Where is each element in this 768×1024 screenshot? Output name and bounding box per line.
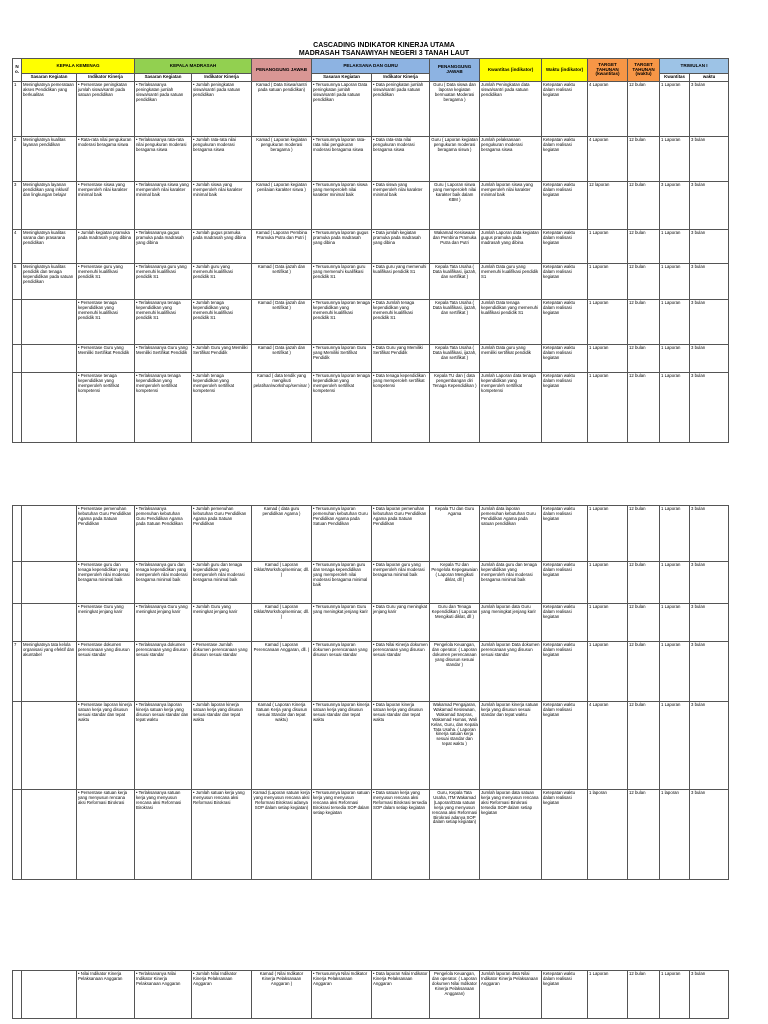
col-kepala-madrasah: KEPALA MADRASAH <box>135 59 252 74</box>
cell-wk: Ketepatan waktu dalam realisasi kegiatan <box>542 264 588 300</box>
cell-kw: Jumlah Laporan data kegiatan gugus pramuka pada madrasah yang dibina <box>480 230 542 264</box>
cell-q1: 1 Laporan <box>660 642 690 702</box>
cell-pj2: Guru ( Data siswa dan laporan kegiatan bermuatan Moderasi beragama ) <box>430 82 480 137</box>
cell-q2: 3 bulan <box>690 137 729 182</box>
cell-s2: • Terlaksananya tenaga kependidikan yang memenuhi kualifikasi pendidik S1 <box>135 300 192 345</box>
cell-s3: • Tersusunnya laporan siswa yang memperoleh nilai karakter minimal baik <box>312 182 372 230</box>
cell-i1: • Persentase Guru yang Memiliki Sertifikat Pendidik <box>77 345 135 373</box>
table-row <box>13 137 729 182</box>
table-row <box>13 790 729 880</box>
table-row <box>13 971 729 1019</box>
col-kepala-kemenag: KEPALA KEMENAG <box>22 59 135 74</box>
cell-i1: • Persentase satuan kerja yang menyusun rencana aksi Reformasi Birokrasi <box>77 790 135 880</box>
cell-tk: 1 Laporan <box>588 373 628 443</box>
cell-tk: 4 Laporan <box>588 702 628 790</box>
cell-q1: 1 Laporan <box>660 604 690 642</box>
cell-pj2: Pengelola Keuangan, dan operator. ( Laporan dokumen perencanaan yang disusun sesuai standar ) <box>430 642 480 702</box>
cell-no: 1 <box>13 82 22 137</box>
cell-s3: • Tersusunnya laporan dokumen perencanaan yang disusun sesuai standar <box>312 642 372 702</box>
cell-pj: Kamad ( data guru pendidikan Agama ) <box>252 506 312 562</box>
cell-s1 <box>22 971 77 1019</box>
cell-tk: 1 Laporan <box>588 506 628 562</box>
cell-tw: 12 bulan <box>628 506 660 562</box>
cell-kw: Jumlah data laporan pemenuhan kebutuhan Guru Pendidikan Agama pada satuan pendidikan <box>480 506 542 562</box>
cell-s2: • Terlaksananya peningkatan jumlah siswa/santri pada satuan pendidikan <box>135 82 192 137</box>
cell-s3: • Tersusunnya laporan rata-rata nilai pengukuran moderasi beragama siswa <box>312 137 372 182</box>
cell-kw: Jumlah laporan data satuan kerja yang menyusun rencana aksi Reformasi Birokrasi tersedia SOP dalam setiap kegiatan <box>480 790 542 880</box>
table-row <box>13 300 729 345</box>
cell-pj2: Kepala Tata Usaha ( Data kualifikasi, ijazah, dan sertifikat ) <box>430 264 480 300</box>
cell-i3: • Data Nilai Kinerja dokumen perencanaan yang disusun sesuai standar <box>372 642 430 702</box>
cell-s2: • Terlaksananya Guru yang Memiliki Sertifikat Pendidik <box>135 345 192 373</box>
cell-i2: • Jumlah guru dan tenaga kependidikan yang memperoleh nilai moderasi beragama minimal baik <box>192 562 252 604</box>
cell-no <box>13 702 22 790</box>
cell-i3: • Data Guru yang Memiliki Sertifikat Pendidik <box>372 345 430 373</box>
cell-s1 <box>22 604 77 642</box>
cell-s1: Meningkatnya kualitas layanan pendidikan <box>22 137 77 182</box>
cell-no <box>13 345 22 373</box>
cell-q2: 3 bulan <box>690 230 729 264</box>
cell-i2: • Jumlah satuan kerja yang menyusun rencana aksi Reformasi Birokrasi <box>192 790 252 880</box>
cell-pj: Kamad ( Nilai Indikator Kinerja Pelaksanaan Anggaran ) <box>252 971 312 1019</box>
cell-wk: Ketepatan waktu dalam realisasi kegiatan <box>542 373 588 443</box>
cell-i1: • Persentase siswa yang memperoleh nilai karakter minimal baik <box>77 182 135 230</box>
cell-q1: 1 Laporan <box>660 506 690 562</box>
cell-tw: 12 bulan <box>628 373 660 443</box>
cell-i2: • Jumlah tenaga kependidikan yang memenuhi kualifikasi pendidik S1 <box>192 300 252 345</box>
cell-q2: 3 bulan <box>690 971 729 1019</box>
table-row <box>13 562 729 604</box>
cell-no <box>13 562 22 604</box>
cell-s1: Meningkatnya kualitas pendidik dan tenaga kependidikan pada satuan pendidikan <box>22 264 77 300</box>
cell-pj: Kamad ( Data ijazah dan sertifikat ) <box>252 264 312 300</box>
cell-pj: Kamad ( Laporan kegiatan penilaian karakter siswa ) <box>252 182 312 230</box>
cell-i1: • Persentase laporan kinerja satuan kerja yang disusun sesuai standar dan tepat waktu <box>77 702 135 790</box>
cell-i2: • Jumlah Guru yang meningkat jenjang karir <box>192 604 252 642</box>
cell-s1: Meningkatnya pemerataan akses Pendidikan yang berkualitas <box>22 82 77 137</box>
cell-q1: 1 Laporan <box>660 345 690 373</box>
cell-pj: Kamad ( Laporan Perencanaan Anggaran, dll. ) <box>252 642 312 702</box>
cell-i3: • Data Jumlah tenaga kependidikan yang memenuhi kualifikasi pendidik S1 <box>372 300 430 345</box>
cell-wk: Ketepatan waktu dalam realisasi kegiatan <box>542 182 588 230</box>
cell-i1: • Persentase tenaga kependidikan yang memenuhi kualifikasi pendidik S1 <box>77 300 135 345</box>
cell-i1: • Persentase pemenuhan kebutuhan Guru Pendidikan Agama pada Satuan Pendidikan <box>77 506 135 562</box>
cell-tw: 12 bulan <box>628 300 660 345</box>
cell-pj: Kamad ( Laporan Pembina Pramuka Putra dan Putri ) <box>252 230 312 264</box>
cell-s1 <box>22 300 77 345</box>
cell-q2: 3 bulan <box>690 345 729 373</box>
cell-kw: Jumlah Data guru yang memenuhi kualifikasi pendidik S1 <box>480 264 542 300</box>
cell-s1: Meningkatnya tata kelola organisasi yang efektif dan akuntabel <box>22 642 77 702</box>
doc-subtitle: MADRASAH TSANAWIYAH NEGERI 3 TANAH LAUT <box>298 50 470 57</box>
cell-i1: • Persentase Guru yang meningkat jenjang karir <box>77 604 135 642</box>
cell-pj: Kamad ( Laporan Diklat/Workshop/seminar, dll. ) <box>252 604 312 642</box>
cell-tk: 1 Laporan <box>588 642 628 702</box>
cell-tk: 12 laporan <box>588 182 628 230</box>
cell-no <box>13 300 22 345</box>
cell-q2: 3 bulan <box>690 506 729 562</box>
cell-i1: • Persentase tenaga kependidikan yang memperoleh sertifikat kompetensi <box>77 373 135 443</box>
cell-s3: • Tersusunnya laporan gugus pramuka pada madrasah yang dibina <box>312 230 372 264</box>
cell-kw: Jumlah laporan siswa yang memperoleh nilai karakter minimal baik <box>480 182 542 230</box>
cell-i2: • Jumlah rata-rata nilai pengukuran moderasi beragama siswa <box>192 137 252 182</box>
cell-i2: • Jumlah Guru yang Memiliki Sertifikat Pendidik <box>192 345 252 373</box>
cell-q1: 1 Laporan <box>660 300 690 345</box>
cell-i3: • Data peningkatan jumlah siswa/santri pada satuan pendidikan <box>372 82 430 137</box>
cell-i1: • Persentase peningkatan jumlah siswa/santri pada satuan pendidikan <box>77 82 135 137</box>
col-sasaran-3: Sasaran Kegiatan <box>312 74 372 82</box>
col-tw-kwantitas: Kwantitas <box>660 74 690 82</box>
cell-i1: • Jumlah kegiatan pramuka pada madrasah yang dibina <box>77 230 135 264</box>
cell-tk: 1 Laporan <box>588 604 628 642</box>
cell-wk: Ketepatan waktu dalam realisasi kegiatan <box>542 971 588 1019</box>
cell-s2: • Terlaksananya dokumen perencanaan yang disusun sesuai standar <box>135 642 192 702</box>
cell-s2: • Terlaksananya siswa yang memperoleh nilai karakter minimal baik <box>135 182 192 230</box>
cell-i1: • Rata-rata nilai pengukuran moderasi beragama siswa <box>77 137 135 182</box>
cell-kw: Jumlah Data tenaga kependidikan yang memenuhi kualifikasi pendidik S1 <box>480 300 542 345</box>
cell-s2: • Terlaksananya guru dan tenaga kependidikan yang memperoleh nilai moderasi beragama minimal baik <box>135 562 192 604</box>
cell-wk: Ketepatan waktu dalam realisasi kegiatan <box>542 300 588 345</box>
cell-wk: Ketepatan waktu dalam realisasi kegiatan <box>542 604 588 642</box>
cell-wk: Ketepatan waktu dalam realisasi kegiatan <box>542 790 588 880</box>
cell-s3: • Tersusunnya laporan Guru yang Memiliki Sertifikat Pendidik <box>312 345 372 373</box>
cell-pj2: Wakamad Kesiswaan dan Pembina Pramuka Putra dan Putri <box>430 230 480 264</box>
cell-tw: 12 bulan <box>628 604 660 642</box>
cell-no <box>13 506 22 562</box>
table-row <box>13 264 729 300</box>
cell-i3: • Data jumlah kegiatan pramuka pada madrasah yang dibina <box>372 230 430 264</box>
cell-tk: 4 Laporan <box>588 137 628 182</box>
cell-s2: • Terlaksananya tenaga kependidikan yang memperoleh sertifikat kompetensi <box>135 373 192 443</box>
cell-s3: • Tersusunnya laporan tenaga kependidikan yang memenuhi kualifikasi pendidik S1 <box>312 300 372 345</box>
cascading-table-page1 <box>12 58 729 443</box>
cell-s3: • Tersusunnya laporan guru dan tenaga kependidikan yang memperoleh nilai moderasi beragama minimal baik <box>312 562 372 604</box>
table-row <box>13 182 729 230</box>
cell-no <box>13 604 22 642</box>
cell-pj2: Guru, Kepala Tata Usaha, ITM Wakamad (Laporan/Data satuan kerja yang menyusun rencana aksi Reformasi Birokrasi adanya SOP dalam setiap kegiatan) <box>430 790 480 880</box>
cell-pj2: Kepala Tata Usaha ( Data kualifikasi, ijazah, dan sertifikat ) <box>430 345 480 373</box>
col-kwantitas: Kwantitas (indikator) <box>480 59 542 82</box>
cell-pj2: Kepala TU dan Pengelola Kepegawaian ( Laporan Mengikuti diklat, dll ) <box>430 562 480 604</box>
cell-q2: 3 bulan <box>690 702 729 790</box>
cell-no <box>13 971 22 1019</box>
cell-q2: 3 bulan <box>690 182 729 230</box>
cell-pj2: Guru ( Laporan kegiatan pengukuran moderasi beragama siswa ) <box>430 137 480 182</box>
table-row <box>13 373 729 443</box>
cell-pj2: Kepala TU dan ( data pengembangan diri Tenaga Kependidikan ) <box>430 373 480 443</box>
cell-q1: 1 Laporan <box>660 137 690 182</box>
col-penanggung-jawab: PENANGGUNG JAWAB <box>252 59 312 82</box>
cell-s1 <box>22 345 77 373</box>
cell-no: 2 <box>13 137 22 182</box>
cell-i2: • Jumlah pemenuhan kebutuhan Guru Pendidikan Agama pada Satuan Pendidikan <box>192 506 252 562</box>
cell-i3: • Data rata-rata nilai pengukuran moderasi beragama siswa <box>372 137 430 182</box>
cell-kw: Jumlah laporan data Nilai Indikator Kinerja Pelaksanaan Anggaran <box>480 971 542 1019</box>
cell-tw: 12 bulan <box>628 642 660 702</box>
col-pelaksana: PELAKSANA DAN GURU <box>312 59 430 74</box>
cell-tk: 1 Laporan <box>588 971 628 1019</box>
cell-no: 7 <box>13 642 22 702</box>
cell-i2: • Persentase Jumlah dokumen perencanaan yang disusun sesuai standar <box>192 642 252 702</box>
cell-no: 5 <box>13 264 22 300</box>
cell-no: 4 <box>13 230 22 264</box>
cell-s3: • Tersusunnya laporan pemenuhan kebutuhan Guru Pendidikan Agama pada Satuan Pendidikan <box>312 506 372 562</box>
cell-s3: • Tersusunnya laporan Guru yang meningkat jenjang karir <box>312 604 372 642</box>
col-no: No. <box>13 59 22 82</box>
col-sasaran-1: Sasaran Kegiatan <box>22 74 77 82</box>
cell-tw: 12 bulan <box>628 182 660 230</box>
cell-i3: • Data tenaga kependidikan yang memperoleh sertifikat kompetensi <box>372 373 430 443</box>
cell-wk: Ketepatan waktu dalam realisasi kegiatan <box>542 562 588 604</box>
cascading-table-page2 <box>12 505 729 880</box>
cell-tk: 1 Laporan <box>588 230 628 264</box>
cell-pj: Kamad ( Data ijazah dan sertifikat ) <box>252 300 312 345</box>
cell-pj: Kamad ( Data Siswa/santri pada satuan pendidikan) <box>252 82 312 137</box>
cell-kw: Jumlah pelaksanaan pengukuran moderasi beragama siswa <box>480 137 542 182</box>
cell-q1: 1 Laporan <box>660 230 690 264</box>
cell-i1: • Persentase guru dan tenaga kependidikan yang memperoleh nilai moderasi beragama minimal baik <box>77 562 135 604</box>
cell-tk: 1 Laporan <box>588 264 628 300</box>
cell-i2: • Jumlah Nilai Indikator Kinerja Pelaksanaan Anggaran <box>192 971 252 1019</box>
cell-tk: 1 Laporan <box>588 345 628 373</box>
cell-pj2: Guru ( Laporan siswa yang memperoleh nilai karakter baik dalam KBM ) <box>430 182 480 230</box>
cell-i1: • Nilai Indikator Kinerja Pelaksanaan Anggaran <box>77 971 135 1019</box>
cell-s2: • Terlaksananya satuan kerja yang menyusun rencana aksi Reformasi Birokrasi <box>135 790 192 880</box>
cell-s1 <box>22 790 77 880</box>
cell-pj: Kamad ( data tendik yang mengikuti pelatihan/workshop/seminar ) <box>252 373 312 443</box>
cell-q1: 1 Laporan <box>660 702 690 790</box>
cell-s2: • Terlaksananya laporan kinerja satuan kerja yang disusun sesuai standar dan tepat waktu <box>135 702 192 790</box>
cell-s1: Meningkatnya layanan pendidikan yang inklusif dan lingkungan belajar <box>22 182 77 230</box>
cascading-table-page3 <box>12 970 729 1019</box>
cell-i3: • Data siswa yang memperoleh nilai karakter minimal baik <box>372 182 430 230</box>
cell-i1: • Persentase guru yang memenuhi kualifikasi pendidik S1 <box>77 264 135 300</box>
table-row <box>13 702 729 790</box>
cell-i3: • Data satuan kerja yang menyusun rencana aksi Reformasi Birokrasi tersedia SOP dalam setiap kegiatan <box>372 790 430 880</box>
cell-tw: 12 bulan <box>628 562 660 604</box>
col-target-kwantitas: TARGET TAHUNAN (kwantitas) <box>588 59 628 82</box>
cell-s3: • Tersusunnya Nilai Indikator Kinerja Pelaksanaan Anggaran <box>312 971 372 1019</box>
cell-s2: • Terlaksananya pemenuhan kebutuhan Guru Pendidikan Agama pada Satuan Pendidikan <box>135 506 192 562</box>
cell-tw: 12 bulan <box>628 137 660 182</box>
cell-q2: 3 bulan <box>690 373 729 443</box>
table-row <box>13 230 729 264</box>
cell-s2: • Terlaksananya gugus pramuka pada madrasah yang dibina <box>135 230 192 264</box>
cell-s1 <box>22 373 77 443</box>
cell-kw: Jumlah laporan kinerja satuan kerja yang disusun sesuai standar dan tepat waktu <box>480 702 542 790</box>
cell-no: 3 <box>13 182 22 230</box>
cell-wk: Ketepatan waktu dalam realisasi kegiatan <box>542 345 588 373</box>
cell-kw: Jumlah Data guru yang memiliki sertifikat pendidik <box>480 345 542 373</box>
cell-q1: 1 Laporan <box>660 264 690 300</box>
col-tw-waktu: waktu <box>690 74 729 82</box>
cell-i3: • Data Guru yang meningkat jenjang karir <box>372 604 430 642</box>
cell-i2: • Jumlah laporan kinerja satuan kerja yang disusun sesuai standar dan tepat waktu <box>192 702 252 790</box>
cell-i2: • Jumlah guru yang memenuhi kualifikasi pendidik S1 <box>192 264 252 300</box>
cell-tw: 12 bulan <box>628 345 660 373</box>
table-row <box>13 345 729 373</box>
table-row <box>13 82 729 137</box>
cell-s1 <box>22 562 77 604</box>
cell-pj: Kamad ( Laporan Kinerja Satuan Kerja yang disusun sesuai Standar dan tepat waktu) <box>252 702 312 790</box>
col-target-waktu: TARGET TAHUNAN (waktu) <box>628 59 660 82</box>
cell-s1 <box>22 506 77 562</box>
cell-i3: • Data guru yang memenuhi kualifikasi pendidik S1 <box>372 264 430 300</box>
cell-pj: Kamad (Laporan satuan kerja yang menyusun rencana aksi Reformasi Birokrasi adanya SOP dalam setiap kegiatan) <box>252 790 312 880</box>
cell-tw: 12 bulan <box>628 702 660 790</box>
cell-wk: Ketepatan waktu dalam realisasi kegiatan <box>542 82 588 137</box>
cell-s3: • Tersusunnya Laporan Data peningkatan jumlah siswa/santri pada satuan pendidikan <box>312 82 372 137</box>
cell-q1: 1 Laporan <box>660 971 690 1019</box>
cell-s3: • Tersusunnya laporan tenaga kependidikan yang memperoleh sertifikat kompetensi <box>312 373 372 443</box>
cell-kw: Jumlah Laporan data tenaga kependidikan yang memperoleh sertifikat kompetensi <box>480 373 542 443</box>
cell-s3: • Tersusunnya laporan satuan kerja yang menyusun rencana aksi Reformasi Birokrasi tersedia SOP dalam setiap kegiatan <box>312 790 372 880</box>
cell-tk: 4 Laporan <box>588 82 628 137</box>
cell-no <box>13 790 22 880</box>
cell-kw: Jumlah Peningkatan data siswa/santri pada satuan pendidikan <box>480 82 542 137</box>
cell-tw: 12 bulan <box>628 971 660 1019</box>
cell-q1: 1 Laporan <box>660 373 690 443</box>
cell-s3: • Tersusunnya laporan guru yang memenuhi kualifikasi pendidik S1 <box>312 264 372 300</box>
cell-wk: Ketepatan waktu dalam realisasi kegiatan <box>542 137 588 182</box>
cell-kw: Jumlah laporan data Guru yang meningkat jenjang karir <box>480 604 542 642</box>
cell-pj: Kamad ( Laporan kegiatan pengukuran moderasi beragama ) <box>252 137 312 182</box>
col-indikator-3: Indikator Kinerja <box>372 74 430 82</box>
cell-s1 <box>22 702 77 790</box>
cell-kw: Jumlah laporan Data dokumen perencanaan yang disusun sesuai standar <box>480 642 542 702</box>
cell-pj2: Kepala TU dan Guru Agama <box>430 506 480 562</box>
cell-pj: Kamad ( Laporan Diklat/Workshop/seminar, dll. ) <box>252 562 312 604</box>
cell-s2: • Terlaksananya guru yang memenuhi kualifikasi pendidik S1 <box>135 264 192 300</box>
cell-i3: • Data laporan pemenuhan kebutuhan Guru Pendidikan Agama pada Satuan Pendidikan <box>372 506 430 562</box>
cell-tk: 1 Laporan <box>588 562 628 604</box>
cell-tk: 1 laporan <box>588 790 628 880</box>
cell-q2: 3 bulan <box>690 562 729 604</box>
cell-q2: 3 bulan <box>690 604 729 642</box>
cell-s2: • Terlaksananya Nilai Indikator Kinerja Pelaksanaan Anggaran <box>135 971 192 1019</box>
cell-i2: • Jumlah tenaga kependidikan yang memperoleh sertifikat kompetensi <box>192 373 252 443</box>
col-triwulan: TRIWULAN I <box>660 59 729 74</box>
cell-i3: • Data laporan kinerja satuan kerja yang disusun sesuai standar dan tepat waktu <box>372 702 430 790</box>
cell-i1: • Persentase dokumen perencanaan yang disusun sesuai standar <box>77 642 135 702</box>
cell-pj2: Wakamad Pengajaran, Wakamad Kesiswaan, Wakamad Sarpras, Wakamad Humas, Wali Kelas, Guru, dan Kepala Tata Usaha. ( Laporan kinerja satuan kerja sesuai standar dan tepat waktu ) <box>430 702 480 790</box>
cell-q2: 3 bulan <box>690 82 729 137</box>
cell-pj2: Pengelola Keuangan, dan operator. ( Laporan dokumen Nilai Indikator Kinerja Pelaksanaan Anggaran) <box>430 971 480 1019</box>
cell-kw: Jumlah data guru dan tenaga kependidikan yang memperoleh nilai moderasi beragama minimal baik <box>480 562 542 604</box>
table-row <box>13 642 729 702</box>
col-indikator-2: Indikator Kinerja <box>192 74 252 82</box>
cell-q1: 1 Laporan <box>660 562 690 604</box>
col-indikator-1: Indikator Kinerja <box>77 74 135 82</box>
cell-s3: • Tersusunnya laporan kinerja satuan kerja yang disusun sesuai standar dan tepat waktu <box>312 702 372 790</box>
cell-i2: • Jumlah gugus pramuka pada madrasah yang dibina <box>192 230 252 264</box>
cell-q2: 3 bulan <box>690 642 729 702</box>
cell-no <box>13 373 22 443</box>
cell-i3: • Data laporan guru yang memperoleh nilai moderasi beragama minimal baik <box>372 562 430 604</box>
cell-s2: • Terlaksananya Guru yang meningkat jenjang karir <box>135 604 192 642</box>
cell-q1: 3 Laporan <box>660 182 690 230</box>
cell-pj2: Kepala Tata Usaha ( Data kualifikasi, ijazah, dan sertifikat ) <box>430 300 480 345</box>
cell-q2: 3 bulan <box>690 790 729 880</box>
cell-pj2: Guru dan Tenaga Kependidikan ( Laporan Mengikuti diklat, dll ) <box>430 604 480 642</box>
cell-tw: 12 bulan <box>628 264 660 300</box>
col-waktu: Waktu (indikator) <box>542 59 588 82</box>
cell-tw: 12 bulan <box>628 230 660 264</box>
cell-s1: Meningkatnya kualitas sarana dan prasarana pendidikan <box>22 230 77 264</box>
cell-wk: Ketepatan waktu dalam realisasi kegiatan <box>542 230 588 264</box>
cell-i3: • Data laporan Nilai Indikator Kinerja Pelaksanaan Anggaran <box>372 971 430 1019</box>
cell-wk: Ketepatan waktu dalam realisasi kegiatan <box>542 702 588 790</box>
cell-wk: Ketepatan waktu dalam realisasi kegiatan <box>542 506 588 562</box>
cell-q2: 3 bulan <box>690 264 729 300</box>
cell-i2: • Jumlah peningkatan siswa/santri pada satuan pendidikan <box>192 82 252 137</box>
col-sasaran-2: Sasaran Kegiatan <box>135 74 192 82</box>
table-row <box>13 506 729 562</box>
cell-i2: • Jumlah siswa yang memperoleh nilai karakter minimal baik <box>192 182 252 230</box>
cell-q1: 1 laporan <box>660 790 690 880</box>
cell-q1: 1 Laporan <box>660 82 690 137</box>
table-row <box>13 604 729 642</box>
cell-tk: 1 Laporan <box>588 300 628 345</box>
doc-title: CASCADING INDIKATOR KINERJA UTAMA <box>313 42 455 49</box>
cell-tw: 12 bulan <box>628 82 660 137</box>
col-penanggung-jawab-2: PENANGGUNG JAWAB <box>430 59 480 82</box>
cell-wk: Ketepatan waktu dalam realisasi kegiatan <box>542 642 588 702</box>
cell-s2: • Terlaksananya rata-rata nilai pengukuran moderasi beragama siswa <box>135 137 192 182</box>
cell-tw: 12 bulan <box>628 790 660 880</box>
cell-pj: Kamad ( Data ijazah dan sertifikat ) <box>252 345 312 373</box>
cell-q2: 3 bulan <box>690 300 729 345</box>
